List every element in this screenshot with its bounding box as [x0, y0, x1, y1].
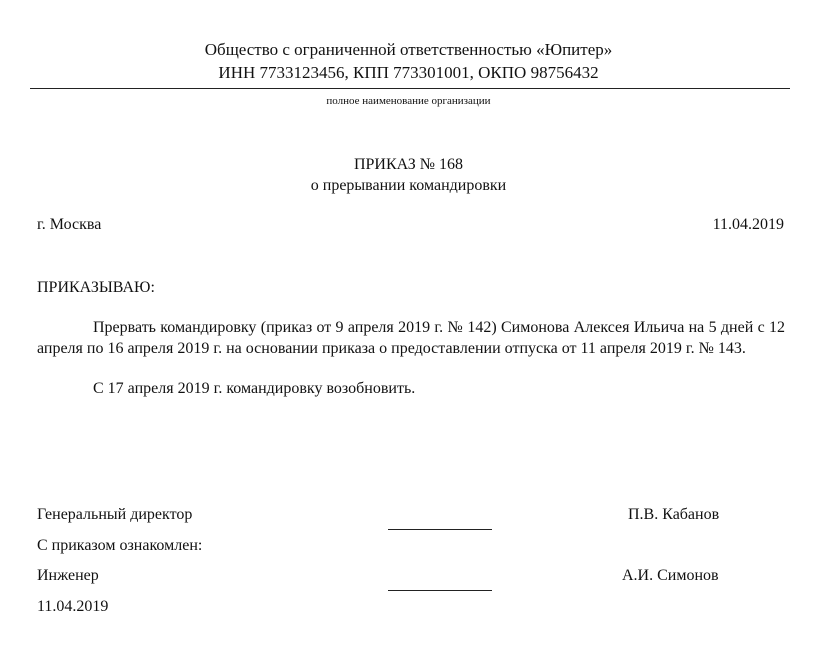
director-name: П.В. Кабанов	[628, 506, 720, 523]
org-caption: полное наименование организации	[326, 95, 491, 107]
director-signature-line	[388, 529, 492, 530]
acknowledged-label: С приказом ознакомлен:	[37, 537, 203, 554]
order-paragraph-1: Прервать командировку (приказ от 9 апреля 2019 г. № 142) Симонова Алексея Ильича на 5 дней с 12 апреля по 16 апреля 2019 г. на основании приказа о предоставлении отпуска от 11 апреля 2019 г. № 143.	[37, 319, 785, 357]
ack-date: 11.04.2019	[37, 598, 109, 615]
command-word: ПРИКАЗЫВАЮ:	[37, 279, 155, 296]
order-city: г. Москва	[37, 216, 102, 233]
order-subtitle: о прерывании командировки	[310, 177, 507, 194]
header-rule	[30, 88, 790, 89]
org-name: Общество с ограниченной ответственностью «Юпитер»	[204, 40, 613, 59]
order-title: ПРИКАЗ № 168	[353, 156, 464, 173]
employee-name: А.И. Симонов	[622, 567, 719, 584]
order-date: 11.04.2019	[712, 216, 784, 233]
order-paragraph-2: С 17 апреля 2019 г. командировку возобновить.	[93, 380, 416, 397]
employee-signature-line	[388, 590, 492, 591]
director-title: Генеральный директор	[37, 506, 193, 523]
employee-title: Инженер	[37, 567, 99, 584]
org-codes: ИНН 7733123456, КПП 773301001, ОКПО 98756432	[218, 63, 599, 82]
